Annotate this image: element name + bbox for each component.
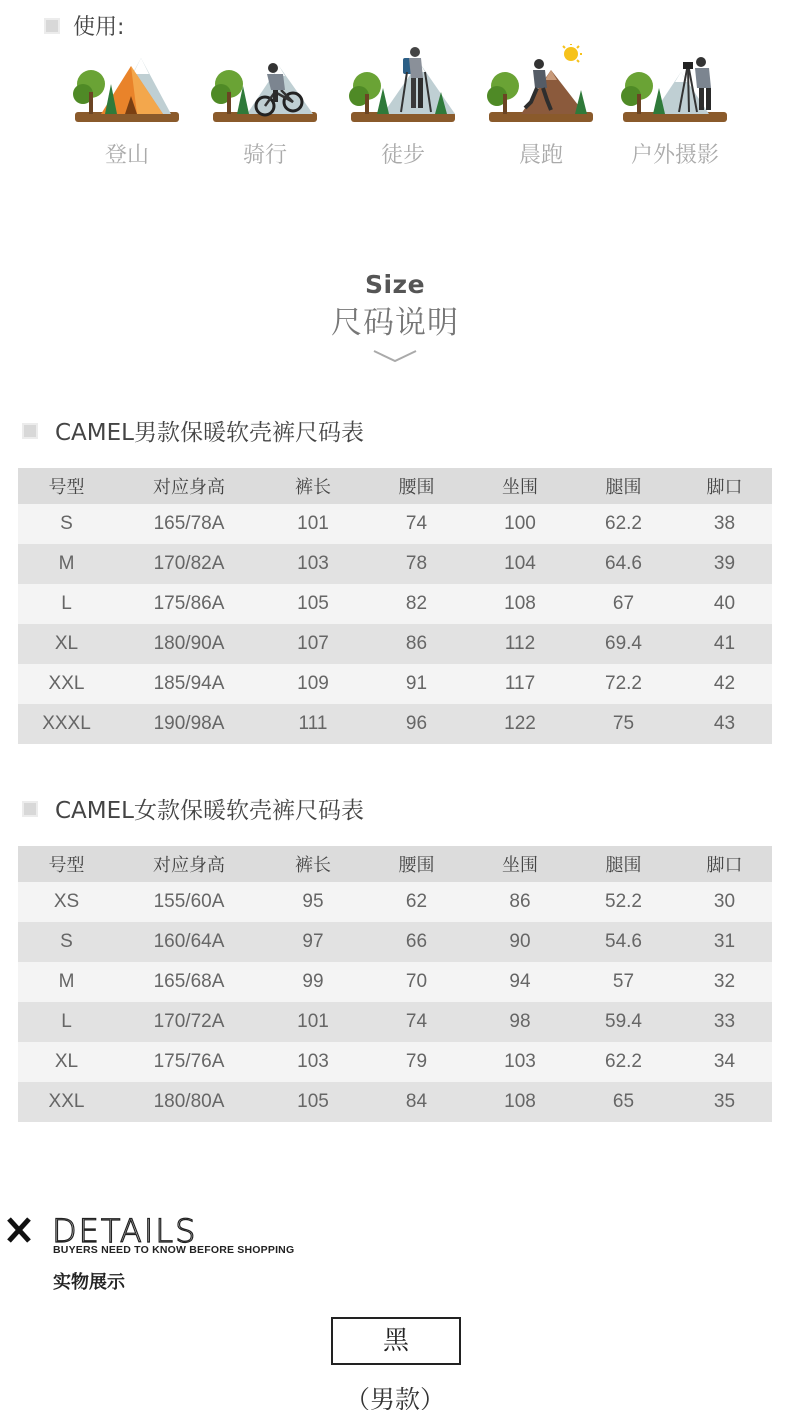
activity-item-running	[476, 44, 606, 169]
table-cell: 170/72A	[153, 1011, 225, 1032]
table-cell: 165/78A	[153, 513, 225, 534]
table-row	[18, 664, 772, 704]
table-cell: 54.6	[605, 931, 642, 952]
activity-item-photography	[610, 44, 740, 169]
table-cell: 99	[302, 971, 324, 992]
table-cell: 122	[504, 713, 536, 734]
table-cell: 185/94A	[153, 673, 225, 694]
column-header: 对应身高	[153, 855, 225, 876]
activity-label: 徒步	[380, 143, 425, 168]
details-title: DETAILS	[52, 1212, 198, 1250]
chevron-down-icon	[0, 348, 790, 367]
column-header: 号型	[48, 855, 85, 876]
column-header: 号型	[48, 477, 85, 498]
details-caption: 实物展示	[53, 1272, 125, 1293]
activity-item-hiking	[338, 44, 468, 169]
table-cell: 66	[405, 931, 428, 952]
table-cell: 32	[713, 971, 736, 992]
table-cell: 35	[713, 1091, 736, 1112]
column-header: 对应身高	[153, 477, 225, 498]
table-header-row	[18, 468, 772, 504]
table-cell: 57	[612, 971, 635, 992]
table-cell: 95	[302, 891, 324, 912]
table-cell: 103	[297, 1051, 329, 1072]
table-cell: 41	[713, 633, 736, 654]
activity-label: 户外摄影	[630, 143, 719, 168]
table-cell: M	[58, 553, 75, 574]
table-cell: 111	[298, 713, 328, 734]
usage-header	[44, 10, 124, 41]
table-cell: 39	[713, 553, 736, 574]
table-cell: 117	[504, 673, 536, 694]
table-row	[18, 544, 772, 584]
table-cell: L	[61, 1011, 72, 1032]
table-cell: 74	[405, 1011, 428, 1032]
table-cell: 72.2	[605, 673, 642, 694]
hiking-icon	[347, 44, 459, 126]
table-cell: 108	[504, 593, 536, 614]
men-size-table	[18, 468, 772, 744]
table-cell: 62.2	[605, 513, 642, 534]
details-subtitle: BUYERS NEED TO KNOW BEFORE SHOPPING	[53, 1244, 295, 1256]
bullet-square-icon	[44, 18, 60, 34]
table-row	[18, 624, 772, 664]
activity-item-cycling	[200, 44, 330, 169]
morning-run-icon	[485, 44, 597, 126]
table-cell: 43	[713, 713, 736, 734]
table-cell: 86	[405, 633, 428, 654]
size-title-en: Size	[364, 270, 426, 299]
bullet-square-icon	[22, 801, 38, 817]
table-cell: 170/82A	[153, 553, 225, 574]
column-header: 腰围	[398, 477, 435, 498]
column-header: 腿围	[605, 477, 642, 498]
table-cell: XS	[53, 891, 80, 912]
table-cell: 75	[612, 713, 635, 734]
table-row	[18, 962, 772, 1002]
table-cell: 105	[297, 1091, 329, 1112]
table-cell: 70	[405, 971, 428, 992]
table-cell: 175/76A	[153, 1051, 225, 1072]
activity-item-climbing	[62, 44, 192, 169]
table-cell: 103	[504, 1051, 536, 1072]
color-label-box: 黑	[331, 1317, 461, 1365]
table-cell: 165/68A	[153, 971, 225, 992]
column-header: 脚口	[706, 477, 743, 498]
table-cell: 105	[297, 593, 329, 614]
table-cell: 84	[405, 1091, 428, 1112]
women-size-table	[18, 846, 772, 1122]
table-cell: 78	[405, 553, 428, 574]
table-cell: XXXL	[42, 713, 91, 734]
x-mark-icon	[6, 1216, 32, 1244]
activity-label: 骑行	[242, 143, 287, 168]
table-cell: L	[61, 593, 72, 614]
table-row	[18, 1082, 772, 1122]
table-row	[18, 922, 772, 962]
column-header: 裤长	[295, 855, 331, 876]
color-gender-label: （男款）	[344, 1385, 445, 1410]
table-cell: 160/64A	[153, 931, 225, 952]
table-cell: 103	[297, 553, 329, 574]
table-cell: XXL	[48, 1091, 85, 1112]
table-cell: M	[58, 971, 75, 992]
table-cell: 107	[297, 633, 329, 654]
table-cell: 90	[509, 931, 531, 952]
activity-label: 登山	[104, 143, 149, 168]
table-cell: 65	[612, 1091, 635, 1112]
column-header: 坐围	[502, 477, 538, 498]
table-cell: XL	[54, 633, 79, 654]
table-row	[18, 1002, 772, 1042]
table-cell: S	[60, 513, 73, 534]
table-cell: 91	[405, 673, 428, 694]
women-table-title-text: CAMEL女款保暖软壳裤尺码表	[55, 798, 364, 824]
table-cell: 190/98A	[153, 713, 225, 734]
table-cell: 79	[405, 1051, 428, 1072]
table-cell: 86	[509, 891, 531, 912]
size-title-zh: 尺码说明	[331, 305, 459, 341]
table-cell: 96	[405, 713, 428, 734]
table-cell: 82	[405, 593, 428, 614]
table-cell: 108	[504, 1091, 536, 1112]
table-cell: 52.2	[605, 891, 642, 912]
table-cell: 97	[302, 931, 324, 952]
table-cell: 74	[405, 513, 428, 534]
bullet-square-icon	[22, 423, 38, 439]
table-cell: 112	[504, 633, 536, 654]
table-cell: 31	[713, 931, 736, 952]
table-cell: XL	[54, 1051, 79, 1072]
table-row	[18, 584, 772, 624]
table-cell: 62.2	[605, 1051, 642, 1072]
activity-label: 晨跑	[518, 143, 563, 168]
table-row	[18, 704, 772, 744]
women-table-title	[22, 792, 364, 825]
table-cell: 104	[504, 553, 536, 574]
size-section-header	[0, 270, 790, 367]
table-cell: 42	[713, 673, 736, 694]
table-cell: 69.4	[605, 633, 642, 654]
usage-label: 使用:	[73, 15, 125, 40]
table-row	[18, 882, 772, 922]
column-header: 腿围	[605, 855, 642, 876]
table-cell: 101	[297, 513, 329, 534]
table-row	[18, 504, 772, 544]
table-cell: 101	[297, 1011, 329, 1032]
table-cell: 59.4	[605, 1011, 642, 1032]
table-cell: 33	[713, 1011, 736, 1032]
table-cell: 175/86A	[153, 593, 225, 614]
table-cell: 109	[297, 673, 329, 694]
table-cell: 67	[612, 593, 635, 614]
column-header: 脚口	[706, 855, 743, 876]
table-cell: 98	[509, 1011, 531, 1032]
table-cell: 180/80A	[153, 1091, 225, 1112]
table-cell: XXL	[48, 673, 85, 694]
column-header: 坐围	[502, 855, 538, 876]
table-cell: 34	[713, 1051, 736, 1072]
table-cell: 100	[504, 513, 536, 534]
table-cell: 38	[713, 513, 736, 534]
activity-list	[62, 44, 752, 174]
men-table-title	[22, 414, 364, 447]
outdoor-photography-icon	[619, 44, 731, 126]
mountain-camp-icon	[71, 44, 183, 126]
column-header: 腰围	[398, 855, 435, 876]
table-cell: 64.6	[605, 553, 642, 574]
table-cell: 155/60A	[153, 891, 225, 912]
table-cell: 180/90A	[153, 633, 225, 654]
table-cell: 94	[509, 971, 531, 992]
table-cell: 40	[713, 593, 736, 614]
table-row	[18, 1042, 772, 1082]
table-cell: S	[60, 931, 73, 952]
men-table-title-text: CAMEL男款保暖软壳裤尺码表	[55, 420, 364, 446]
cycling-icon	[209, 44, 321, 126]
table-cell: 30	[713, 891, 736, 912]
table-cell: 62	[405, 891, 428, 912]
table-header-row	[18, 846, 772, 882]
column-header: 裤长	[295, 477, 331, 498]
